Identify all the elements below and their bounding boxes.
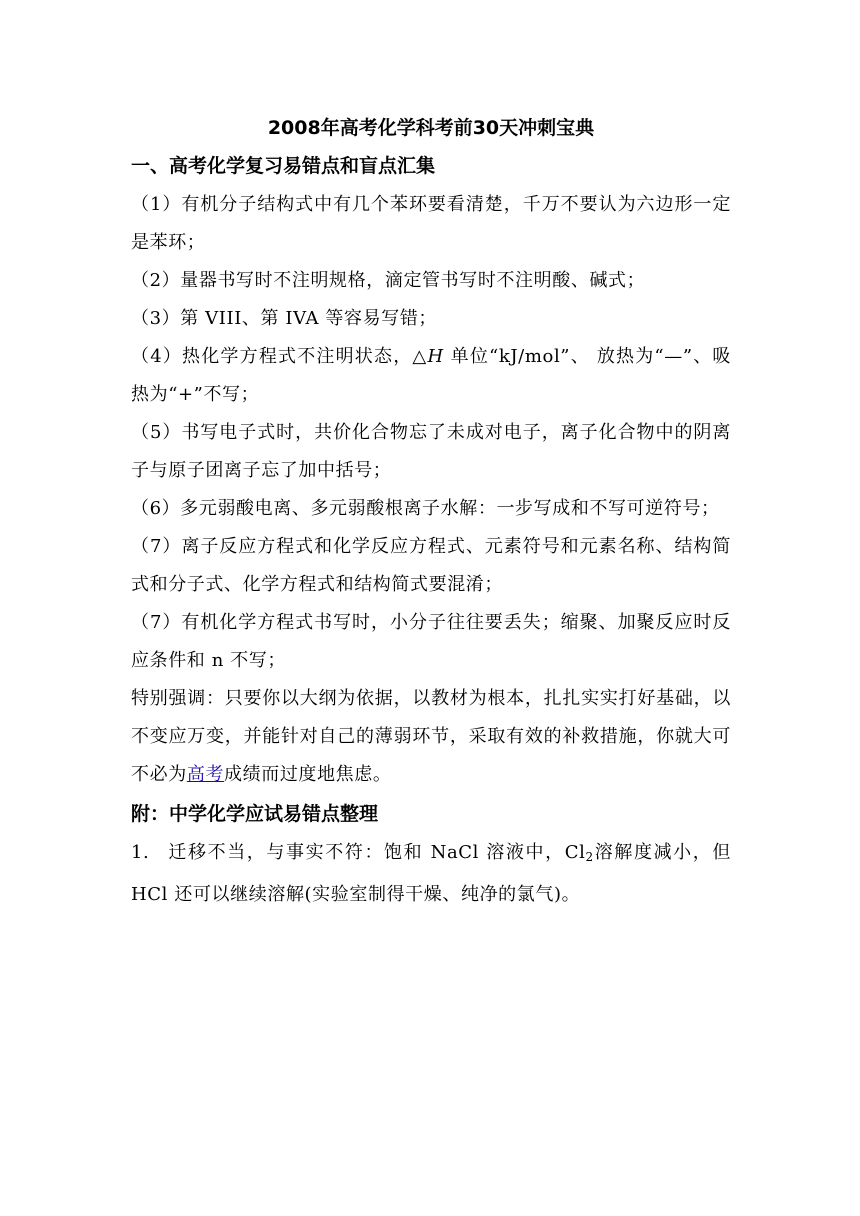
item-6: （6）多元弱酸电离、多元弱酸根离子水解：一步写成和不写可逆符号；: [131, 498, 720, 519]
point-1-number: 1.: [131, 842, 150, 863]
emphasis-text-after: 成绩而过度地焦虑。: [224, 764, 392, 785]
gaokao-link[interactable]: 高考: [186, 764, 225, 785]
point-1-text-before: 迁移不当，与事实不符：饱和 NaCl 溶液中，Cl: [167, 842, 586, 863]
item-5: （5）书写电子式时，共价化合物忘了未成对电子，离子化合物中的阴离子与原子团离子忘了加中括号；: [131, 422, 731, 481]
document-title: 2008年高考化学科考前30天冲刺宝典: [267, 117, 595, 139]
emphasis-paragraph: [131, 680, 731, 794]
item-4-text-before: （4）热化学方程式不注明状态，: [131, 346, 413, 367]
item-4-text-after: 单位“kJ/mol”、 放热为“—”、吸热为“+”不写；: [131, 346, 732, 405]
item-3: （3）第 VIII、第 IVA 等容易写错；: [131, 308, 438, 329]
item-7: （7）离子反应方程式和化学反应方程式、元素符号和元素名称、结构简式和分子式、化学方程式和结构简式要混淆；: [131, 536, 731, 595]
item-7b: （7）有机化学方程式书写时，小分子往往要丢失；缩聚、加聚反应时反应条件和 n 不写；: [131, 612, 731, 671]
document-content: [131, 110, 731, 914]
delta-h-symbol: △H: [412, 346, 444, 367]
subscript-2: 2: [585, 850, 594, 864]
item-1: （1）有机分子结构式中有几个苯环要看清楚，千万不要认为六边形一定是苯环；: [131, 194, 731, 253]
section-heading-errors: 一、高考化学复习易错点和盲点汇集: [131, 155, 436, 177]
item-4: [131, 338, 731, 414]
emphasis-text-before: 特别强调：只要你以大纲为依据，以教材为根本，扎扎实实打好基础，以不变应万变，并能针对自己的薄弱环节，采取有效的补救措施，你就大可不必为: [131, 688, 731, 785]
section-heading-appendix: 附：中学化学应试易错点整理: [131, 803, 379, 825]
point-1: [131, 834, 731, 914]
item-2: （2）量器书写时不注明规格，滴定管书写时不注明酸、碱式；: [131, 270, 646, 291]
point-1-text-after: 溶解度减小，但 HCl 还可以继续溶解(实验室制得干燥、纯净的氯气)。: [131, 842, 731, 905]
